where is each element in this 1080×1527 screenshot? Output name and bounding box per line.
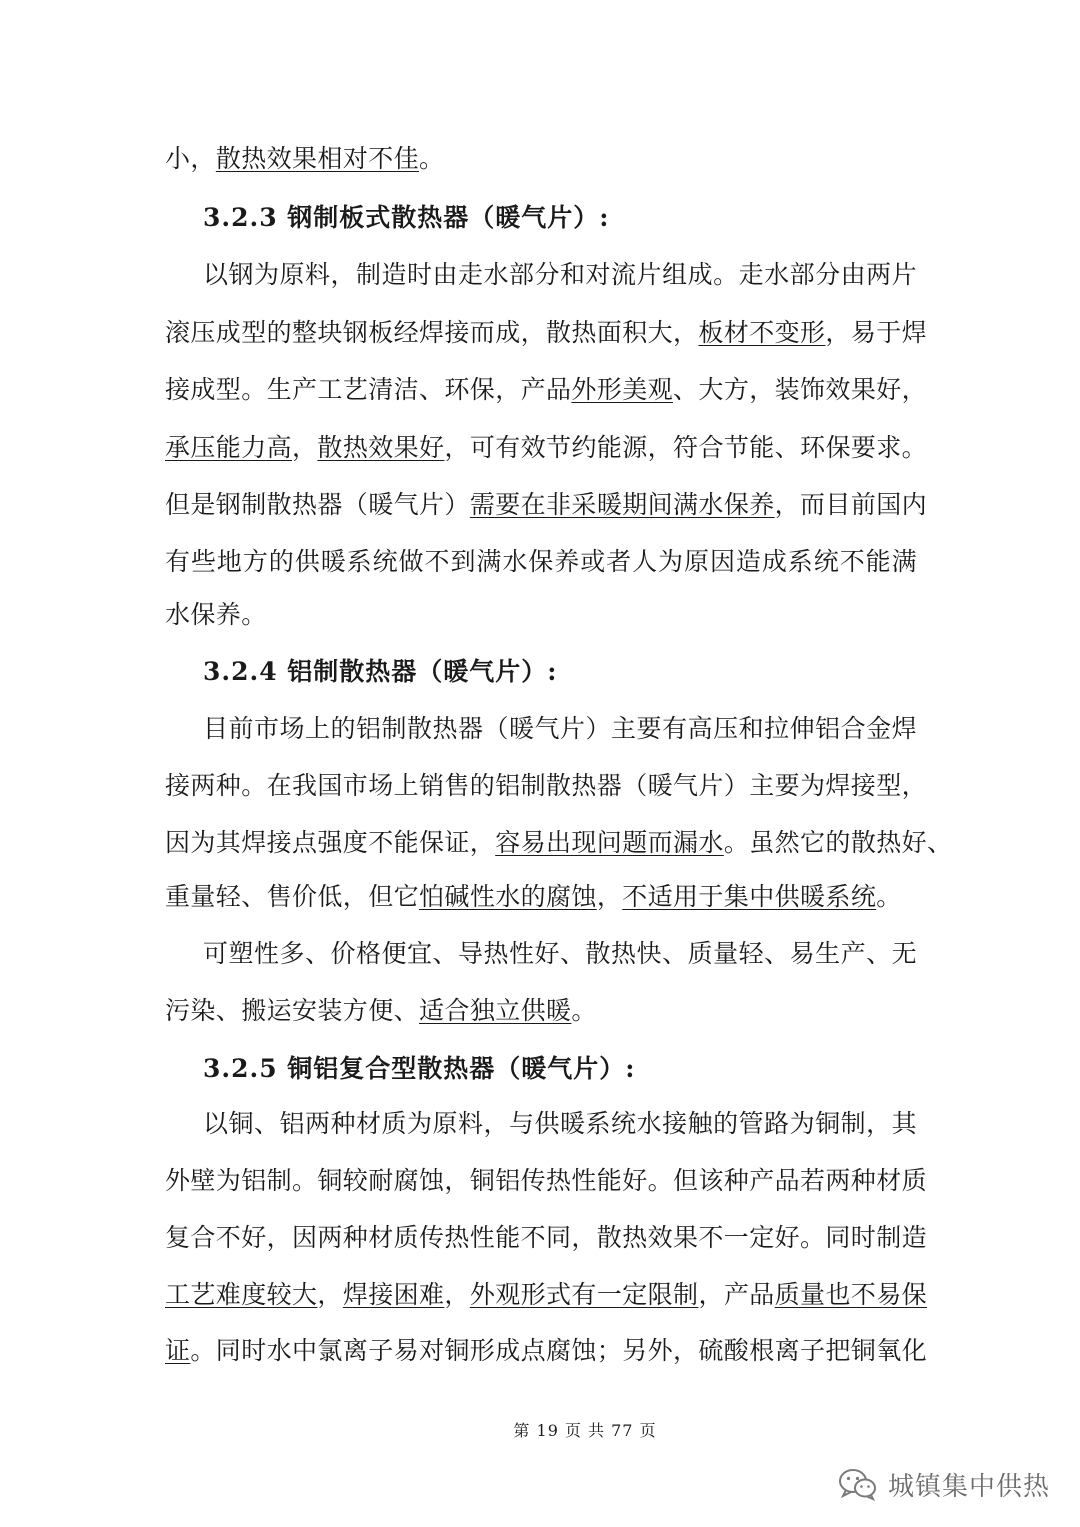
underlined-text: 承压能力高 [165,433,293,462]
text-line [165,826,953,860]
underlined-text: 适合独立供暖 [419,996,572,1025]
text-line: 外壁为铝制。铜较耐腐蚀，铜铝传热性能好。但该种产品若两种材质 [165,1166,928,1195]
text-line: 水保养。 [165,600,267,629]
text-line [165,431,928,465]
text-segment: ，易于焊 [825,318,928,347]
text-line: 以钢为原料，制造时由走水部分和对流片组成。走水部分由两片 [203,260,917,289]
text-segment: ， [596,882,623,911]
text-segment: 重量轻、售价低，但它 [165,882,420,911]
text-line [165,488,928,522]
watermark-label: 城镇集中供热 [887,1471,1050,1502]
text-segment: 、大方，装饰效果好， [673,375,928,404]
text-line [165,994,917,1028]
underlined-text: 散热效果相对不佳 [215,144,420,173]
underlined-text: 需要在非采暖期间满水保养 [469,490,775,519]
wechat-icon [838,1467,878,1501]
underlined-text: 板材不变形 [698,318,826,347]
text-segment: ， [444,1280,470,1309]
underlined-text: 外观形式有一定限制 [469,1280,699,1309]
text-line [165,1334,928,1368]
text-segment: 。 [571,996,597,1025]
text-line [165,880,917,914]
text-line: 有些地方的供暖系统做不到满水保养或者人为原因造成系统不能满 [165,547,917,576]
text-line [165,316,928,350]
text-segment: ， [317,1280,343,1309]
text-segment: 。同时水中氯离子易对铜形成点腐蚀；另外，硫酸根离子把铜氧化 [190,1336,928,1365]
text-segment: 污染、搬运安装方便、 [165,996,420,1025]
underlined-text: 散热效果好 [317,433,445,462]
text-segment: 滚压成型的整块钢板经焊接而成，散热面积大， [165,318,699,347]
text-segment: ，产品 [698,1280,775,1309]
text-segment: ，而目前国内 [774,490,928,519]
text-line [165,142,917,176]
underlined-text: 质量也不易保 [774,1280,928,1309]
underlined-text: 证 [165,1336,191,1365]
underlined-text: 容易出现问题而漏水 [495,828,724,857]
text-segment: 。 [876,882,902,911]
underlined-text: 外形美观 [571,375,674,404]
text-line: 接两种。在我国市场上销售的铝制散热器（暖气片）主要为焊接型， [165,771,928,800]
section-heading-3-2-5: 3.2.5 铜铝复合型散热器（暖气片）: [203,1054,636,1083]
text-segment: 。 [419,144,445,173]
text-segment: ， [292,433,318,462]
section-heading-3-2-4: 3.2.4 铝制散热器（暖气片）: [203,657,558,686]
text-segment: ，可有效节约能源，符合节能、环保要求。 [444,433,928,462]
watermark [838,1464,1050,1504]
text-line: 目前市场上的铝制散热器（暖气片）主要有高压和拉伸铝合金焊 [203,714,917,743]
page-number: 第 19 页 共 77 页 [513,1421,657,1440]
text-segment: 接成型。生产工艺清洁、环保，产品 [165,375,572,404]
section-heading-3-2-3: 3.2.3 钢制板式散热器（暖气片）: [203,203,610,232]
text-line [165,373,928,407]
underlined-text: 不适用于集中供暖系统 [622,882,877,911]
text-line [165,1278,928,1312]
text-segment: 但是钢制散热器（暖气片） [165,490,470,519]
page-footer [0,1418,1080,1441]
text-segment: 因为其焊接点强度不能保证， [165,828,496,857]
text-line: 以铜、铝两种材质为原料，与供暖系统水接触的管路为铜制，其 [203,1109,917,1138]
underlined-text: 怕碱性水的腐蚀 [419,882,597,911]
text-segment: 。虽然它的散热好、 [723,828,953,857]
text-line: 可塑性多、价格便宜、导热性好、散热快、质量轻、易生产、无 [203,939,917,968]
underlined-text: 焊接困难 [342,1280,445,1309]
text-line: 复合不好，因两种材质传热性能不同，散热效果不一定好。同时制造 [165,1223,928,1252]
underlined-text: 工艺难度较大 [165,1280,318,1309]
text-segment: 小， [165,144,216,173]
